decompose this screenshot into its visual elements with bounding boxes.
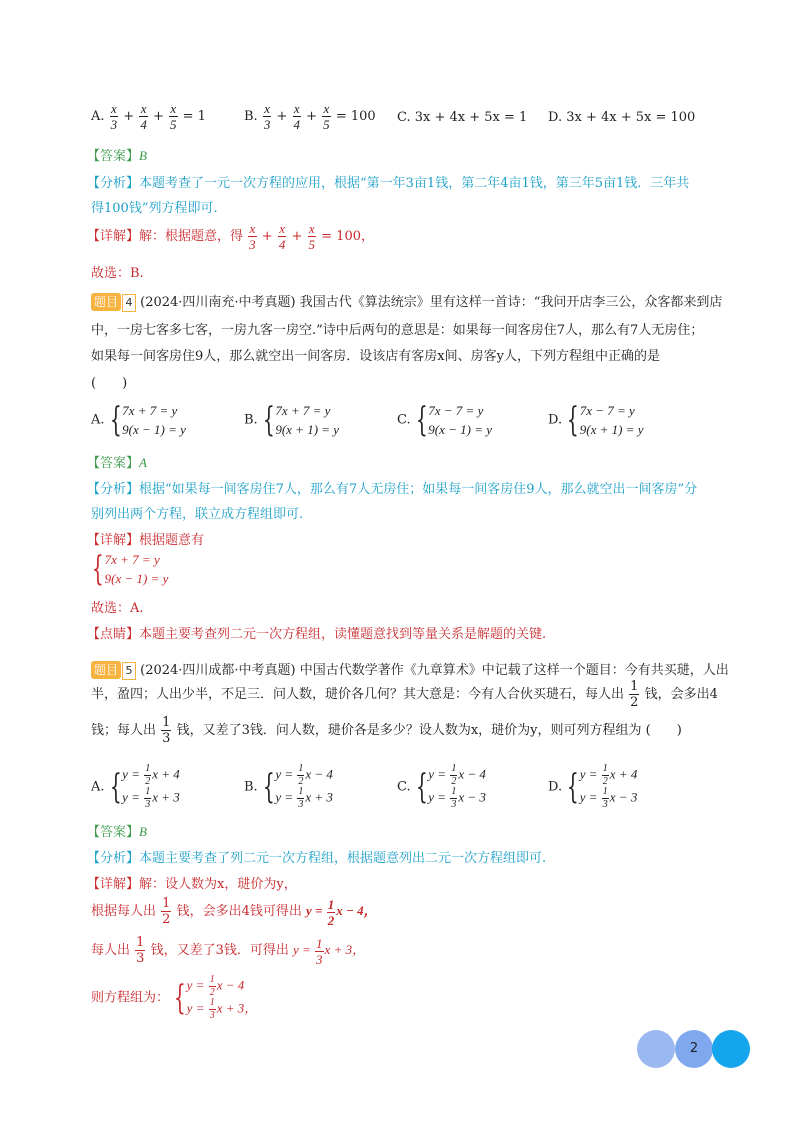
question-number: 5 [122, 662, 136, 680]
q4-conclusion: 故选：A. [91, 601, 144, 616]
q3-answer: 【答案】B [87, 148, 147, 164]
q5-stem-line3: 钱；每人出 $\frac{1}{3}$ 钱，又差了3钱．问人数，琎价各是多少？设人数为x，琎价为y，则可列方程组为 ( ) [91, 715, 682, 746]
question-number: 4 [122, 294, 136, 312]
q5-option-b: B. {y = $\frac{1}{2}$ x − 4 y = $\frac{1}{3}$ x + 3 [244, 763, 333, 810]
q3-option-b: B. $\frac{x}{3}$ + $\frac{x}{4}$ + $\frac{x}{5}$ = 100 [244, 101, 376, 132]
q3-analysis-line2: 得100钱”列方程即可. [91, 201, 218, 216]
q5-detail: 【详解】解：设人数为x，琎价为y， [87, 877, 297, 892]
q4-stem-line3: 如果每一间客房住9人，那么就空出一间客房．设该店有客房x间、房客y人，下列方程组中正确的是 [91, 349, 660, 364]
q4-comment: 【点睛】本题主要考查列二元一次方程组，读懂题意找到等量关系是解题的关键. [87, 627, 547, 642]
q3-option-c: C. 3x + 4x + 5x = 1 [397, 110, 528, 125]
q4-stem-line4: ( ) [91, 376, 128, 391]
q5-option-d: D. {y = $\frac{1}{2}$ x + 4 y = $\frac{1}{3}$ x − 3 [548, 763, 638, 810]
q4-answer: 【答案】A [87, 455, 147, 471]
q4-stem-line2: 中，一房七客多七客，一房九客一房空.”诗中后两句的意思是：如果每一间客房住7人，那么有7人无房住； [91, 323, 704, 338]
page-number: 2 [675, 1030, 713, 1068]
q5-stem-line2: 半，盈四；人出少半，不足三．问人数，琎价各几何？其大意是：今有人合伙买琎石，每人出 $\frac{1}{2}$ 钱，会多出4 [91, 679, 718, 710]
q4-equation-system: {7x + 7 = y 9(x − 1) = y [91, 549, 169, 589]
q5-answer: 【答案】B [87, 824, 147, 840]
q4-detail: 【详解】根据题意有 [87, 533, 205, 548]
q4-option-d: D. {7x − 7 = y 9(x + 1) = y [548, 400, 644, 440]
q5-analysis: 【分析】本题主要考查了列二元一次方程组，根据题意列出二元一次方程组即可. [87, 851, 547, 866]
q5-stem-line1: 题目 5 (2024·四川成都·中考真题) 中国古代数学著作《九章算术》中记载了这样一个题目：今有共买琎，人出 [91, 659, 729, 680]
q5-equation-system: 则方程组为： {y = $\frac{1}{2}$ x − 4 y = $\frac{1}{3}$ x + 3， [91, 974, 258, 1021]
q3-option-d: D. 3x + 4x + 5x = 100 [548, 110, 696, 125]
question-tag: 题目 [91, 293, 121, 311]
q4-analysis-line2: 别列出两个方程，联立成方程组即可. [91, 507, 304, 522]
q4-option-a: A. {7x + 7 = y 9(x − 1) = y [91, 400, 186, 440]
q5-detail-line3: 每人出 $\frac{1}{3}$ 钱，又差了3钱．可得出 y = $\frac{1}{3}$ x + 3， [91, 935, 366, 967]
q4-stem-line1: 题目 4 (2024·四川南充·中考真题) 我国古代《算法统宗》里有这样一首诗：“我问开店李三公，众客都来到店 [91, 291, 722, 312]
q5-option-a: A. {y = $\frac{1}{2}$ x + 4 y = $\frac{1}{3}$ x + 3 [91, 763, 180, 810]
q4-option-b: B. {7x + 7 = y 9(x + 1) = y [244, 400, 340, 440]
q3-conclusion: 故选：B. [91, 266, 144, 281]
q4-analysis-line1: 【分析】根据“如果每一间客房住7人，那么有7人无房住；如果每一间客房住9人，那么就空出一间客房”分 [87, 482, 698, 497]
q3-option-a: A. $\frac{x}{3}$ + $\frac{x}{4}$ + $\frac{x}{5}$ = 1 [91, 101, 206, 132]
footer-circle-left [637, 1030, 675, 1068]
q3-analysis-line1: 【分析】本题考查了一元一次方程的应用，根据“第一年3亩1钱，第二年4亩1钱，第三年5亩1钱．三年共 [87, 176, 690, 191]
q5-detail-line2: 根据每人出 $\frac{1}{2}$ 钱，会多出4钱可得出 y = $\frac{1}{2}$ x − 4， [91, 896, 377, 928]
q4-option-c: C. {7x − 7 = y 9(x − 1) = y [397, 400, 493, 440]
q3-detail: 【详解】解：根据题意，得 $\frac{x}{3}$ + $\frac{x}{4}$ + $\frac{x}{5}$ = 100， [87, 221, 374, 252]
footer-circle-right [712, 1030, 750, 1068]
q5-option-c: C. {y = $\frac{1}{2}$ x − 4 y = $\frac{1}{3}$ x − 3 [397, 763, 486, 810]
question-tag: 题目 [91, 661, 121, 679]
